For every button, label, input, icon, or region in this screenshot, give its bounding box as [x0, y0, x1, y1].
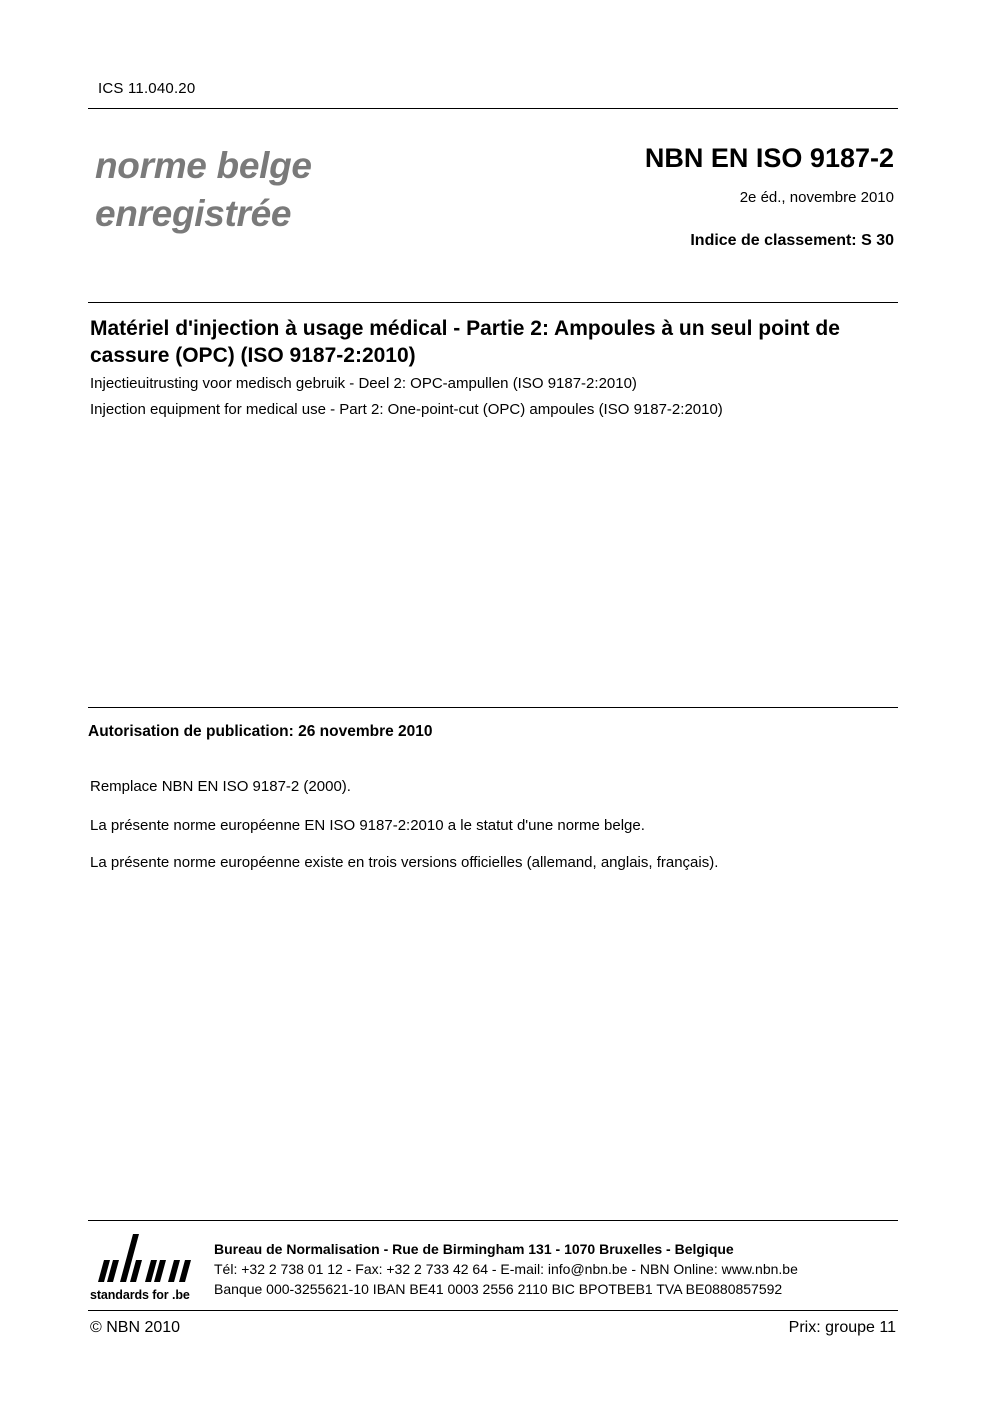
nbn-logo: [90, 1230, 202, 1306]
price-group: Prix: groupe 11: [788, 1319, 896, 1336]
contact-line: Tél: +32 2 738 01 12 - Fax: +32 2 733 42 64 - E-mail: info@nbn.be - NBN Online: www.nbn.be: [214, 1261, 798, 1277]
versions-paragraph: La présente norme européenne existe en trois versions officielles (allemand, anglais, français).: [90, 854, 719, 871]
brand-heading: [95, 142, 312, 238]
ics-code: ICS 11.040.20: [98, 80, 196, 97]
brand-line-1: norme belge: [95, 145, 312, 186]
edition: 2e éd., novembre 2010: [739, 189, 894, 206]
footer-divider: [88, 1220, 898, 1221]
brand-line-2: enregistrée: [95, 193, 292, 234]
replaces-paragraph: Remplace NBN EN ISO 9187-2 (2000).: [90, 778, 351, 795]
nbn-logo-icon: [90, 1230, 202, 1288]
publication-authorization: Autorisation de publication: 26 novembre 2010: [88, 723, 433, 740]
logo-tagline: standards for .be: [90, 1288, 190, 1302]
header-divider: [88, 108, 898, 109]
title-french: Matériel d'injection à usage médical - Partie 2: Ampoules à un seul point de cassure (OPC) (ISO 9187-2:2010): [90, 317, 840, 367]
standard-number: NBN EN ISO 9187-2: [644, 143, 894, 173]
publication-divider: [88, 707, 898, 708]
classification-index: Indice de classement: S 30: [690, 232, 894, 249]
bottom-divider: [88, 1310, 898, 1311]
title-english: Injection equipment for medical use - Part 2: One-point-cut (OPC) ampoules (ISO 9187-2:2010): [90, 401, 723, 418]
bank-line: Banque 000-3255621-10 IBAN BE41 0003 2556 2110 BIC BPOTBEB1 TVA BE0880857592: [214, 1281, 783, 1297]
copyright: © NBN 2010: [90, 1319, 181, 1336]
address-line: Bureau de Normalisation - Rue de Birmingham 131 - 1070 Bruxelles - Belgique: [214, 1241, 734, 1257]
status-paragraph: La présente norme européenne EN ISO 9187-2:2010 a le statut d'une norme belge.: [90, 817, 645, 834]
title-divider: [88, 302, 898, 303]
title-dutch: Injectieuitrusting voor medisch gebruik - Deel 2: OPC-ampullen (ISO 9187-2:2010): [90, 375, 637, 392]
